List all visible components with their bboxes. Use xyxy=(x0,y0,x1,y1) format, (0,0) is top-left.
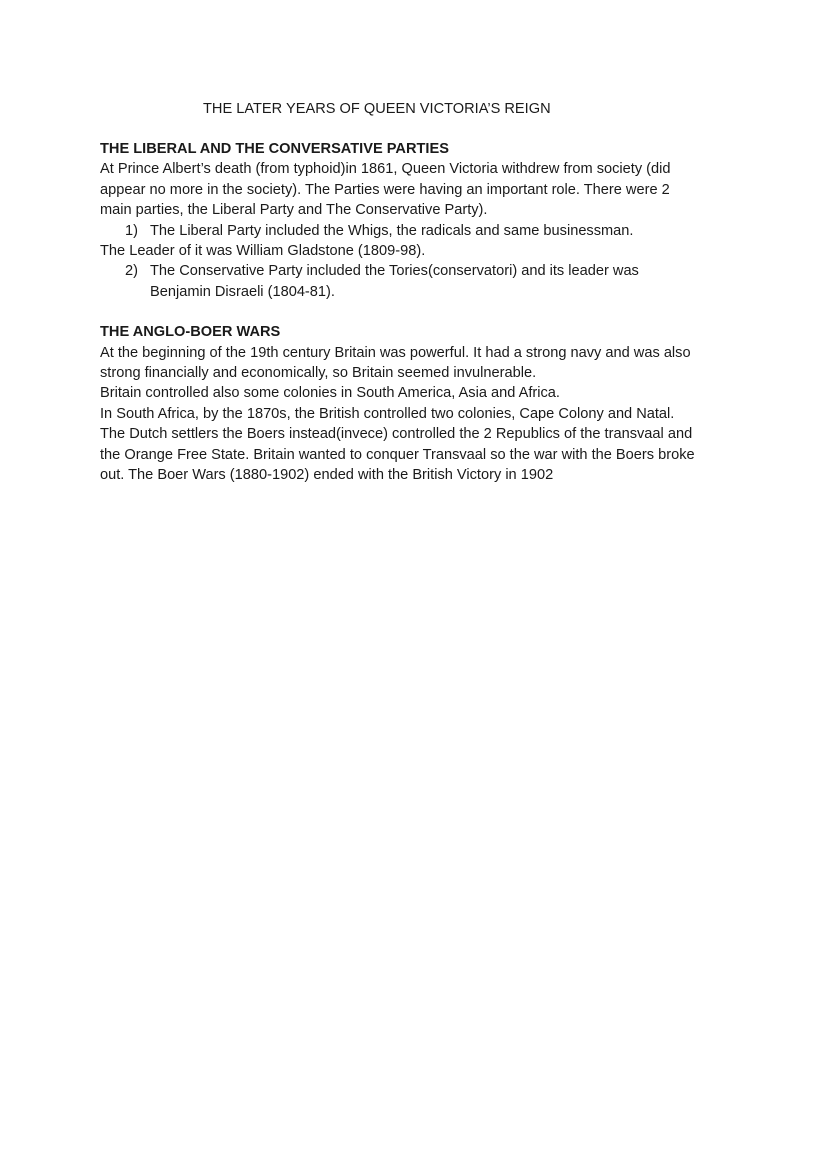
text-line: appear no more in the society). The Parties were having an important role. There were 2 xyxy=(100,181,670,198)
section-heading-boer-wars: THE ANGLO-BOER WARS xyxy=(100,324,281,341)
text-line: At the beginning of the 19th century Britain was powerful. It had a strong navy and was also xyxy=(100,344,691,361)
boer-paragraph-2 xyxy=(100,383,740,403)
text-line: the Orange Free State. Britain wanted to conquer Transvaal so the war with the Boers broke xyxy=(100,446,695,463)
liberal-leader-line xyxy=(100,241,740,261)
list-item-number: 2) xyxy=(125,263,138,280)
list-item-text: The Liberal Party included the Whigs, the radicals and same businessman. xyxy=(150,222,634,239)
section-heading-parties: THE LIBERAL AND THE CONVERSATIVE PARTIES xyxy=(100,141,449,157)
text-line: main parties, the Liberal Party and The Conservative Party). xyxy=(100,202,488,219)
section-liberal-conservative-parties xyxy=(100,139,740,302)
document-title: THE LATER YEARS OF QUEEN VICTORIA’S REIGN xyxy=(203,101,551,117)
section-anglo-boer-wars xyxy=(100,322,740,485)
text-line: At Prince Albert’s death (from typhoid)in 1861, Queen Victoria withdrew from society (did xyxy=(100,161,671,178)
list-item-text: Benjamin Disraeli (1804-81). xyxy=(150,283,335,300)
list-item-text: The Conservative Party included the Tories(conservatori) and its leader was xyxy=(150,263,639,280)
boer-paragraph-3 xyxy=(100,404,740,486)
text-line: In South Africa, by the 1870s, the British controlled two colonies, Cape Colony and Natal. xyxy=(100,405,675,422)
text-line: The Leader of it was William Gladstone (1809-98). xyxy=(100,243,426,260)
list-item-conservative-party xyxy=(100,261,740,302)
parties-intro-paragraph xyxy=(100,159,740,220)
text-line: strong financially and economically, so Britain seemed invulnerable. xyxy=(100,365,537,382)
text-line: Britain controlled also some colonies in South America, Asia and Africa. xyxy=(100,385,560,402)
text-line: out. The Boer Wars (1880-1902) ended with the British Victory in 1902 xyxy=(100,467,554,484)
list-item-number: 1) xyxy=(125,222,138,239)
boer-paragraph-1 xyxy=(100,343,740,384)
document-page xyxy=(100,98,740,486)
text-line: The Dutch settlers the Boers instead(invece) controlled the 2 Republics of the transvaal and xyxy=(100,426,693,443)
list-item-liberal-party xyxy=(100,221,740,241)
